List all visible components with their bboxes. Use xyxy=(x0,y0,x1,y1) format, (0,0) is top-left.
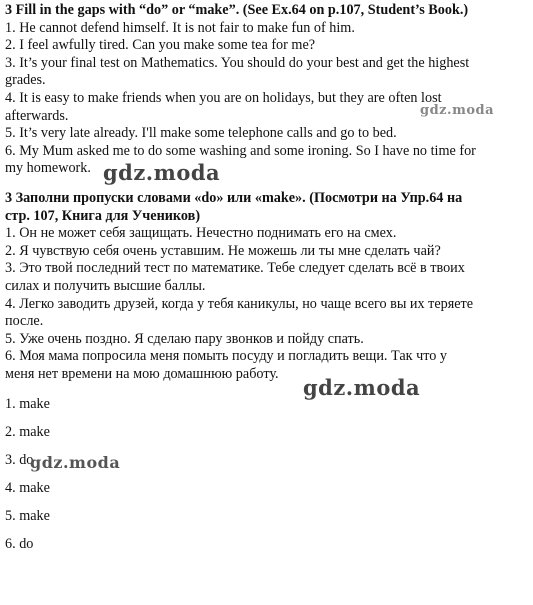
ru-line-1: 1. Он не может себя защищать. Нечестно поднимать его на смех. xyxy=(5,225,397,242)
watermark-logo: gdz.moda xyxy=(303,375,421,400)
answer-4: 4. make xyxy=(5,480,50,497)
ru-line-6-cont: меня нет времени на мою домашнюю работу. xyxy=(5,365,279,382)
answer-3: 3. do xyxy=(5,452,34,469)
answer-5: 5. make xyxy=(5,508,50,525)
document-page xyxy=(5,2,527,563)
en-task-header: 3 Fill in the gaps with “do” or “make”. (See Ex.64 on p.107, Student’s Book.) xyxy=(5,2,469,18)
en-line-5: 5. It’s very late already. I'll make some telephone calls and go to bed. xyxy=(5,125,397,142)
ru-line-3: 3. Это твой последний тест по математике. Тебе следует сделать всё в твоих xyxy=(5,260,465,277)
en-line-3-cont: grades. xyxy=(5,72,46,89)
ru-line-6: 6. Моя мама попросила меня помыть посуду и погладить вещи. Так что у xyxy=(5,348,447,365)
ru-task-header-2: стр. 107, Книга для Учеников) xyxy=(5,207,201,224)
en-line-6-cont: my homework. xyxy=(5,160,91,177)
answer-1: 1. make xyxy=(5,396,50,413)
en-line-4-cont: afterwards. xyxy=(5,107,69,124)
ru-line-4: 4. Легко заводить друзей, когда у тебя каникулы, но чаще всего вы их теряете xyxy=(5,295,474,312)
watermark-logo: gdz.moda xyxy=(103,160,221,185)
ru-line-2: 2. Я чувствую себя очень уставшим. Не можешь ли ты мне сделать чай? xyxy=(5,242,441,259)
en-line-1: 1. He cannot defend himself. It is not fair to make fun of him. xyxy=(5,19,355,36)
en-line-2: 2. I feel awfully tired. Can you make some tea for me? xyxy=(5,37,316,54)
en-line-4: 4. It is easy to make friends when you are on holidays, but they are often lost xyxy=(5,89,442,106)
answer-6: 6. do xyxy=(5,536,34,553)
answer-2: 2. make xyxy=(5,424,50,441)
ru-task-header-1: 3 Заполни пропуски словами «do» или «make». (Посмотри на Упр.64 на xyxy=(5,189,463,206)
ru-line-4-cont: после. xyxy=(5,313,44,330)
en-line-6: 6. My Mum asked me to do some washing and some ironing. So I have no time for xyxy=(5,142,476,159)
watermark-logo: gdz.moda xyxy=(420,103,495,118)
ru-line-3-cont: силах и получить высшие баллы. xyxy=(5,277,206,294)
en-line-3: 3. It’s your final test on Mathematics. You should do your best and get the highest xyxy=(5,54,470,71)
ru-line-5: 5. Уже очень поздно. Я сделаю пару звонков и пойду спать. xyxy=(5,330,364,347)
watermark-logo: gdz.moda xyxy=(30,453,121,472)
